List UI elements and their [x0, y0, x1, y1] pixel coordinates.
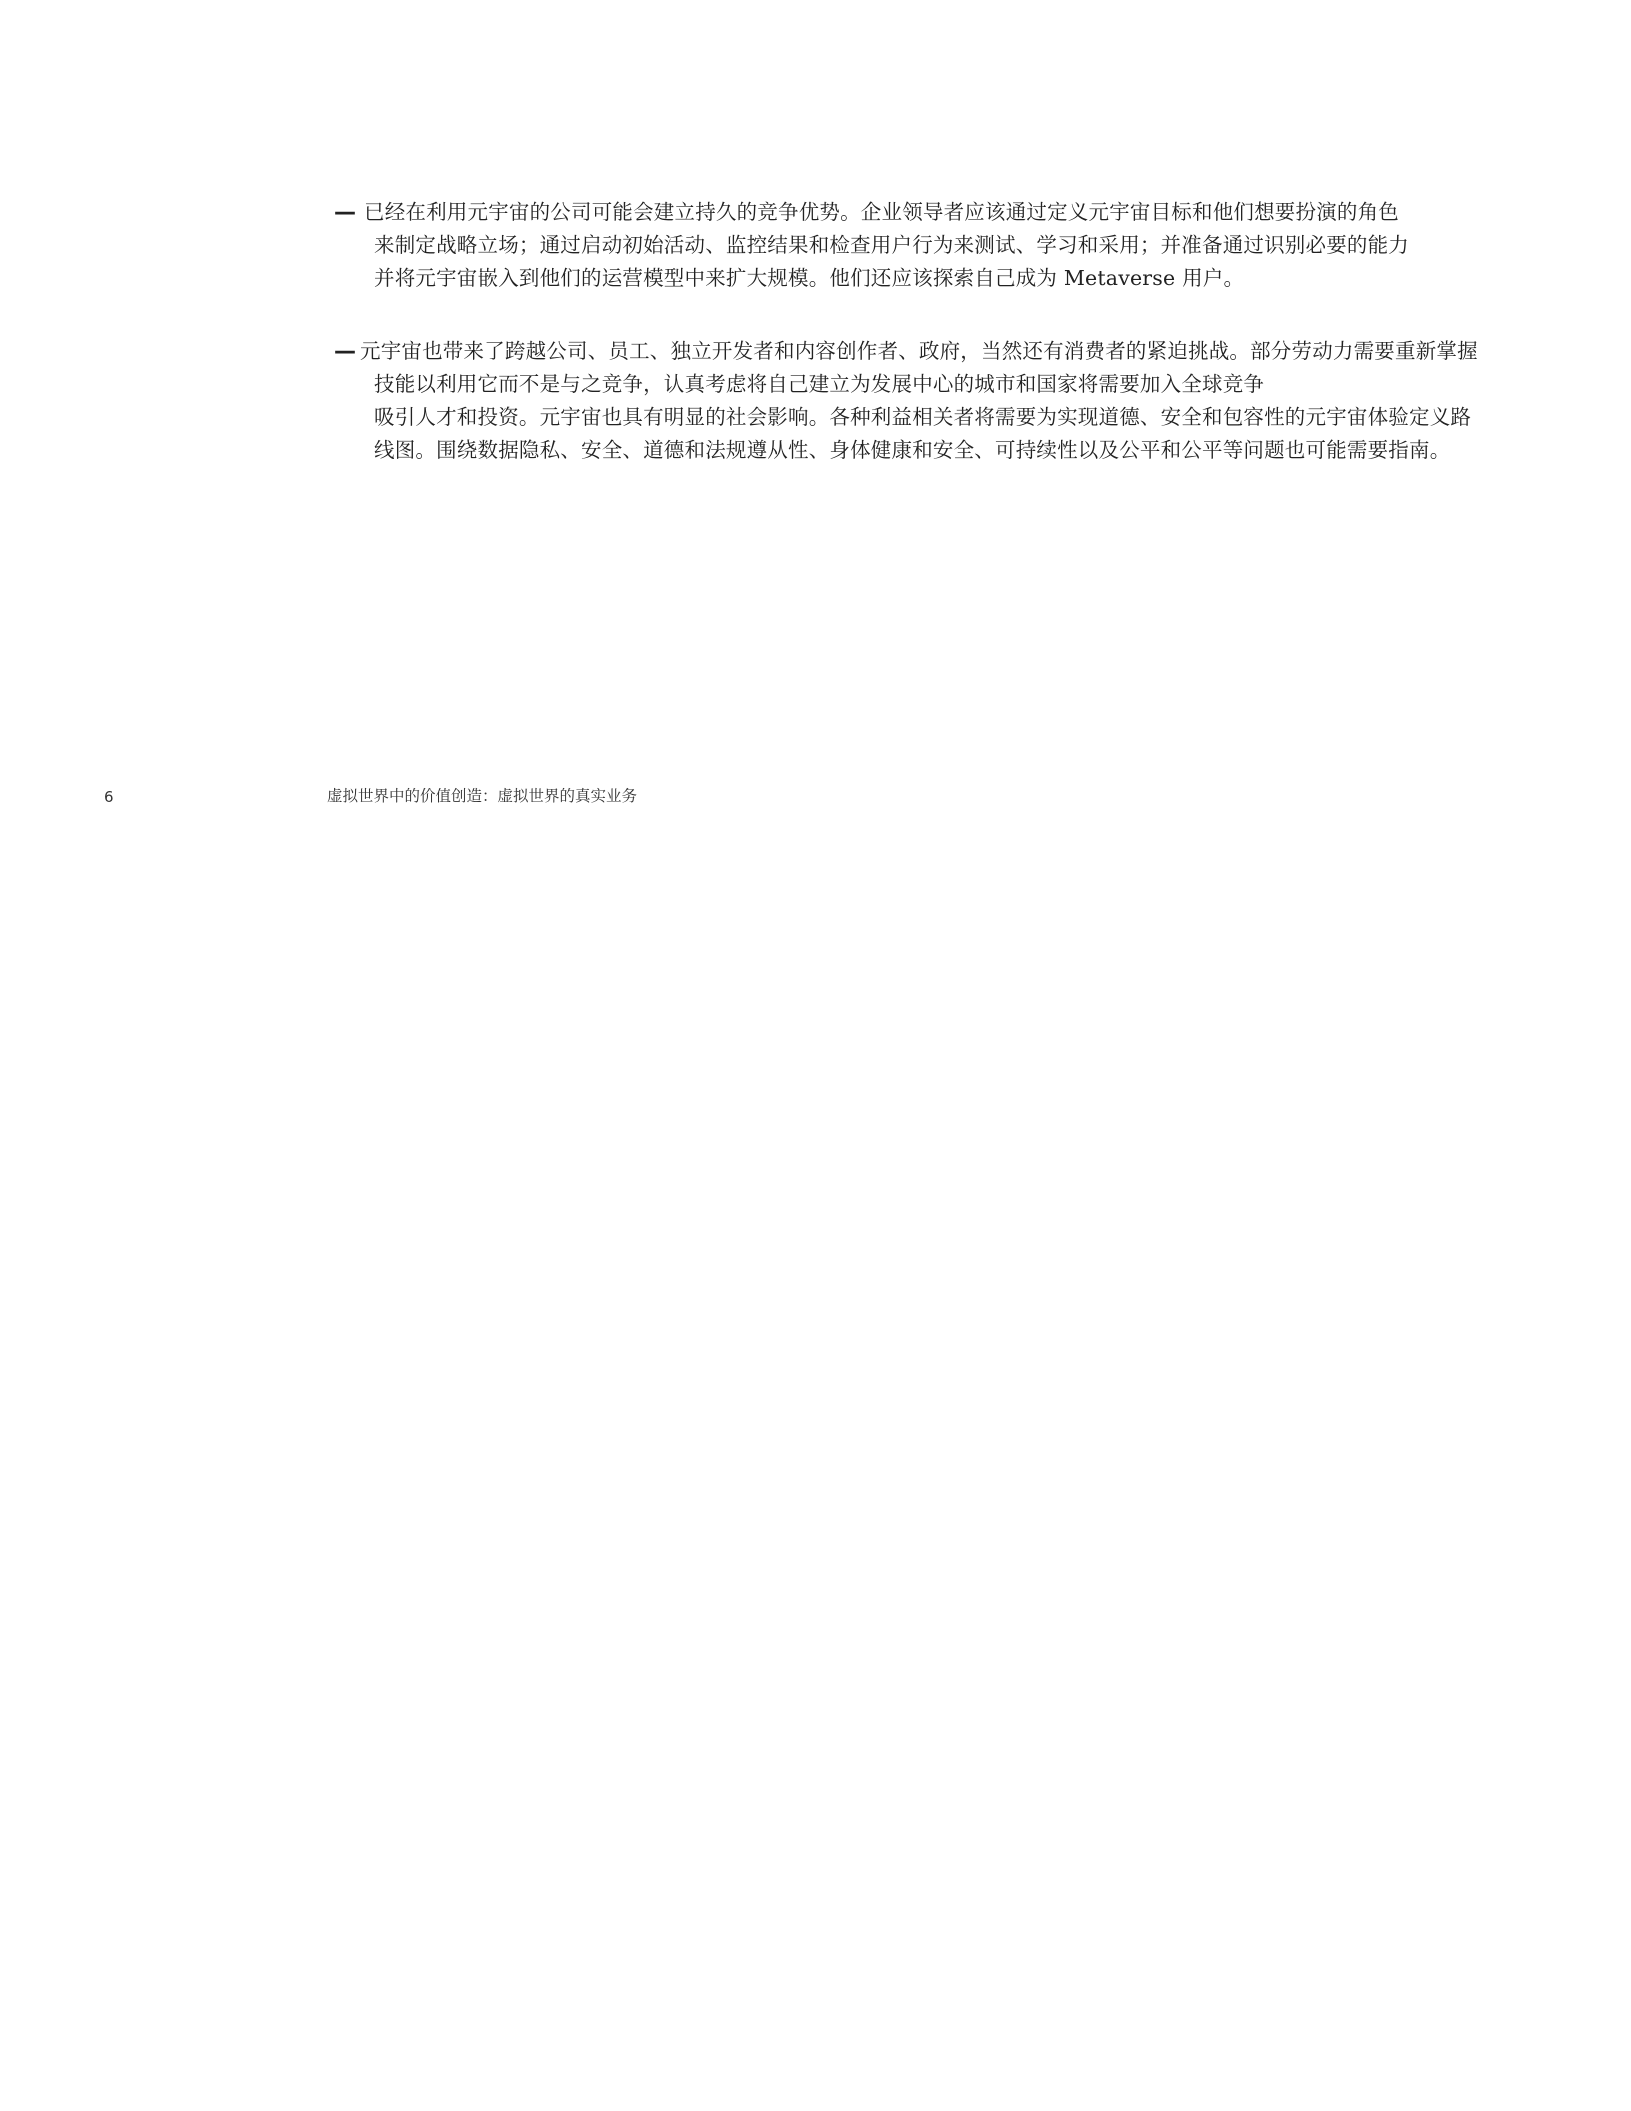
- bullet-text-line: 来制定战略立场；通过启动初始活动、监控结果和检查用户行为来测试、学习和采用；并准备通过识别必要的能力: [374, 233, 1409, 257]
- bullet-dash: —: [334, 339, 356, 364]
- bullet-text-line: 技能以利用它而不是与之竞争，认真考虑将自己建立为发展中心的城市和国家将需要加入全球竞争: [374, 372, 1265, 396]
- bullet-text-line: 已经在利用元宇宙的公司可能会建立持久的竞争优势。企业领导者应该通过定义元宇宙目标和他们想要扮演的角色: [364, 200, 1399, 224]
- bullet-text-line: 元宇宙也带来了跨越公司、员工、独立开发者和内容创作者、政府，当然还有消费者的紧迫挑战。部分劳动力需要重新掌握: [360, 339, 1478, 363]
- page-number: 6: [104, 788, 114, 806]
- footer-title: 虚拟世界中的价值创造：虚拟世界的真实业务: [327, 787, 638, 805]
- bullet-text-line: 并将元宇宙嵌入到他们的运营模型中来扩大规模。他们还应该探索自己成为 Metaverse 用户。: [374, 266, 1245, 290]
- bullet-text-line: 线图。围绕数据隐私、安全、道德和法规遵从性、身体健康和安全、可持续性以及公平和公平等问题也可能需要指南。: [374, 438, 1451, 462]
- bullet-dash: —: [334, 200, 356, 225]
- bullet-item: [334, 196, 1514, 295]
- bullet-text-line: 吸引人才和投资。元宇宙也具有明显的社会影响。各种利益相关者将需要为实现道德、安全和包容性的元宇宙体验定义路: [374, 405, 1472, 429]
- bullet-item: [334, 335, 1514, 467]
